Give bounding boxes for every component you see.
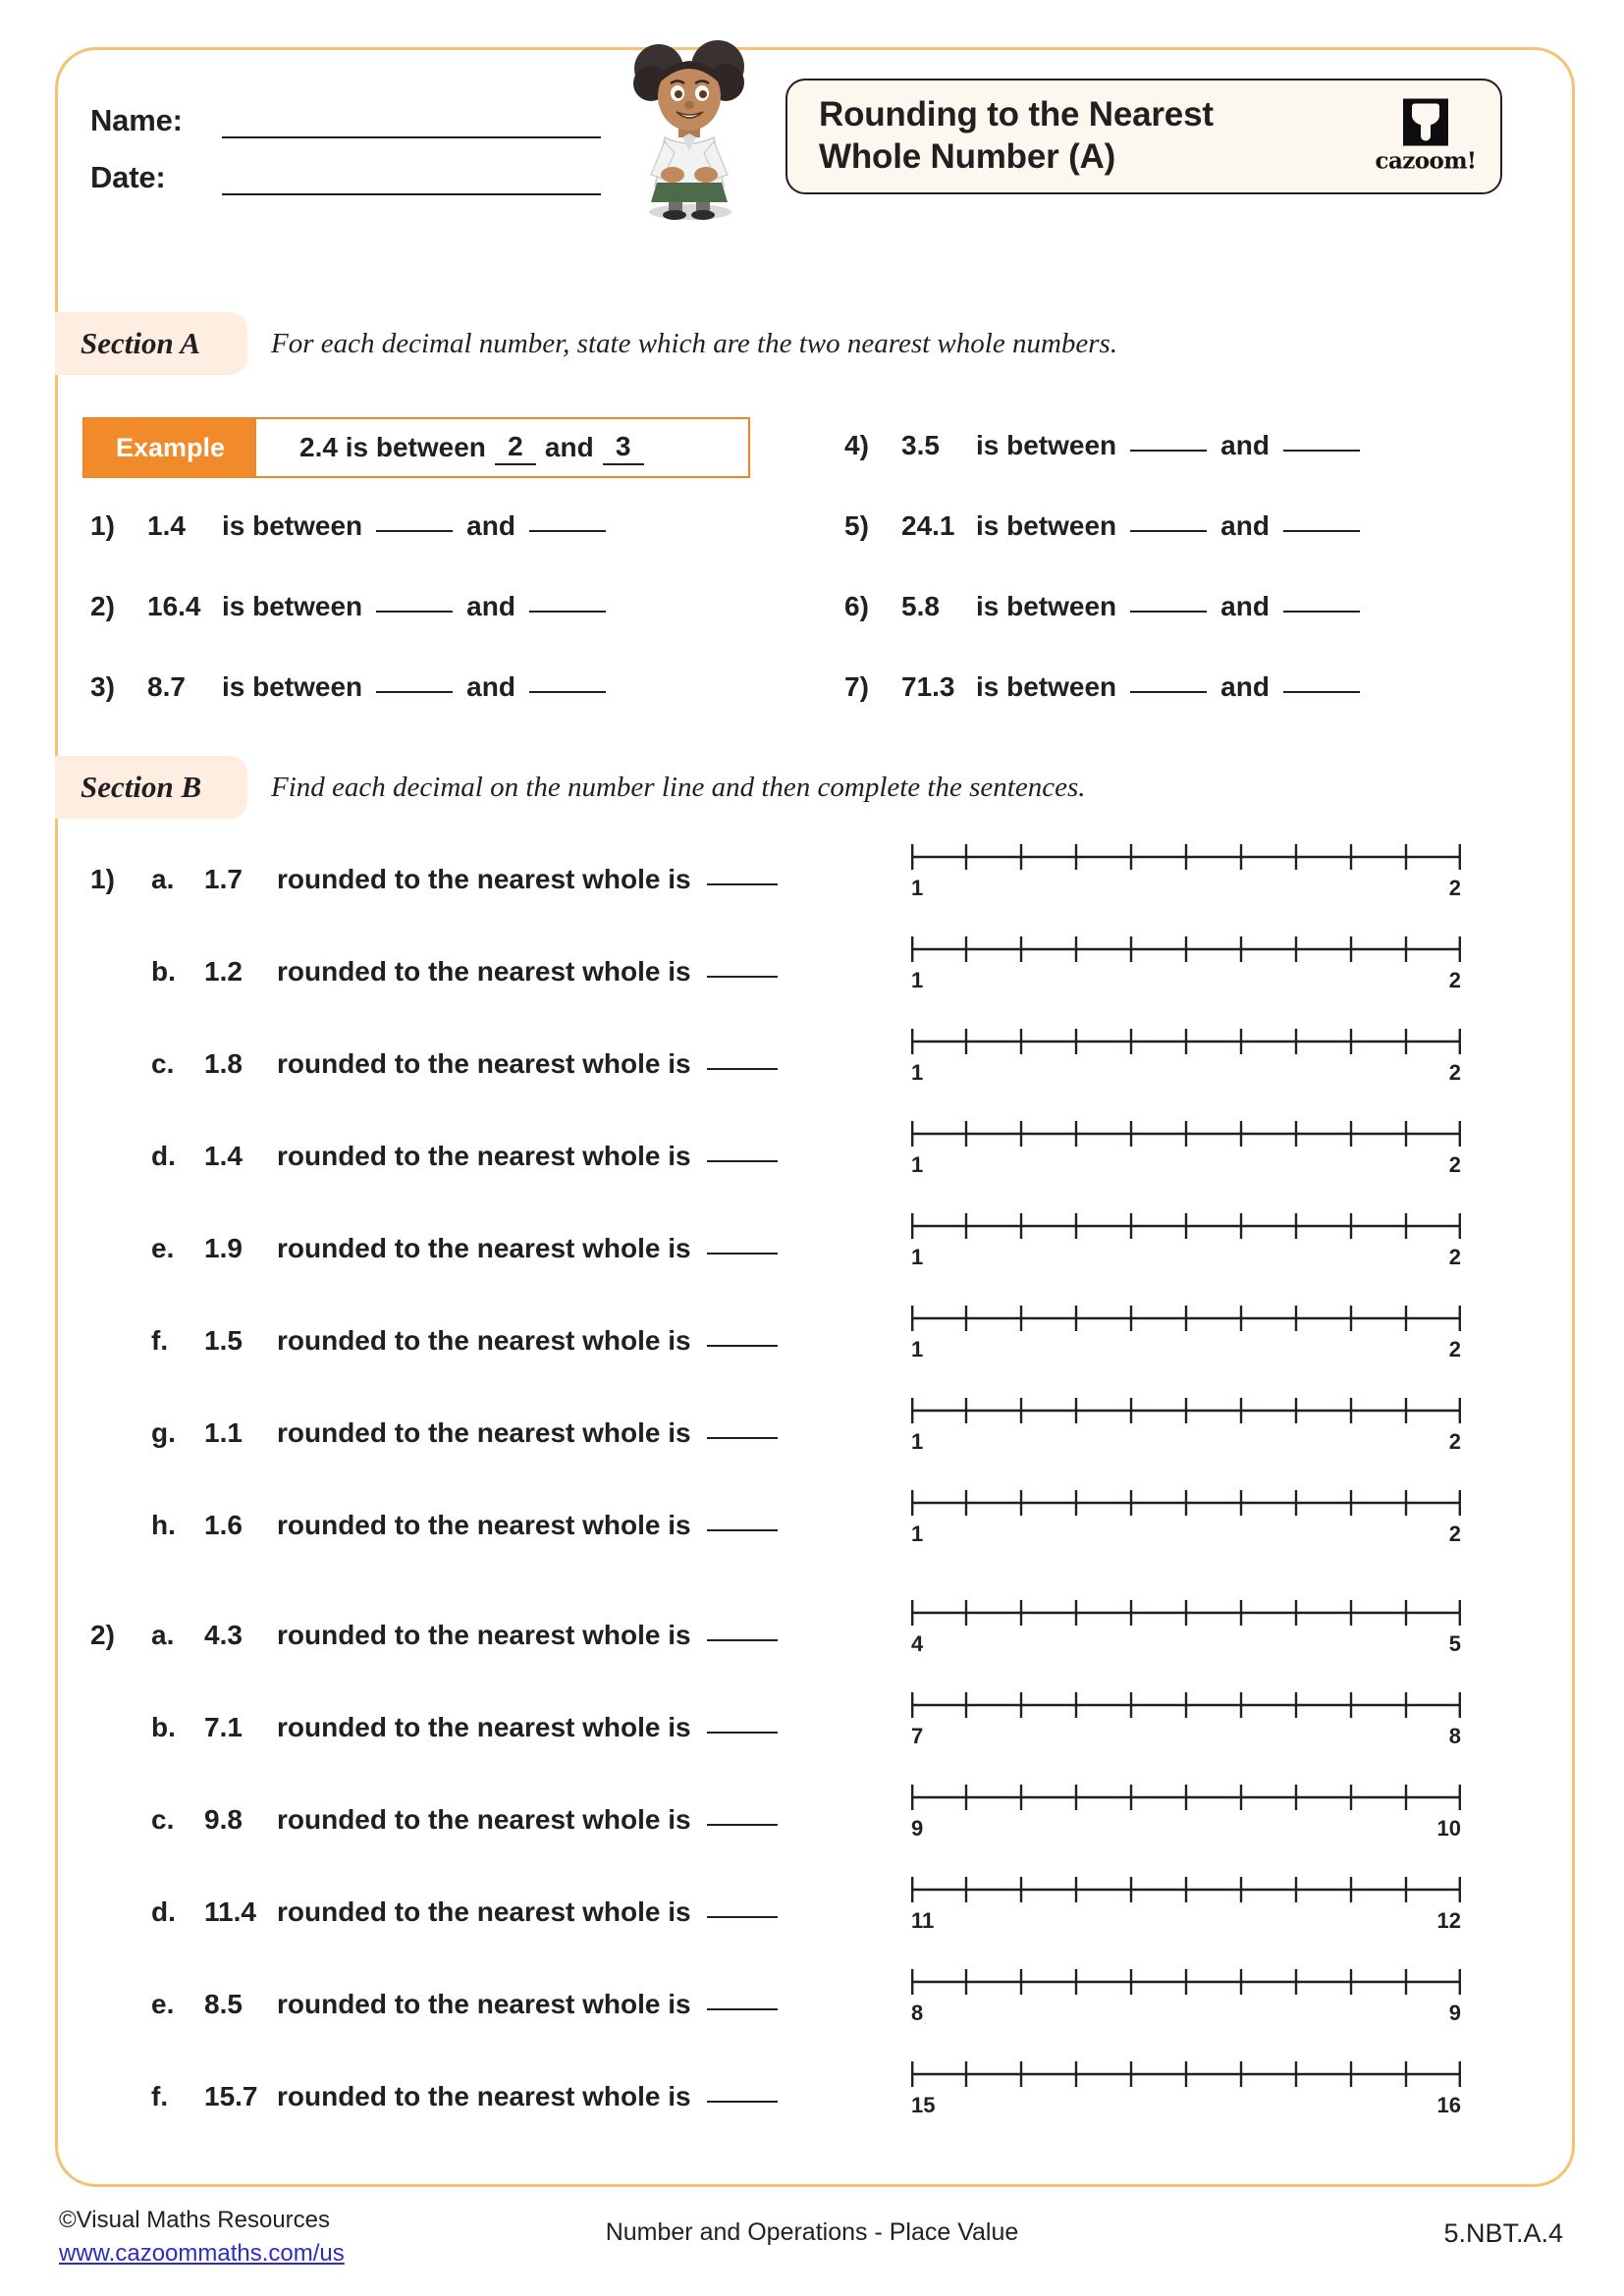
decimal-value: 4.3: [204, 1620, 243, 1650]
number-line-start-label: 1: [911, 968, 924, 992]
number-line-end-label: 2: [1448, 876, 1461, 900]
decimal-value: 7.1: [204, 1712, 243, 1742]
answer-blank[interactable]: [707, 1639, 778, 1641]
between-text: is between: [222, 671, 363, 702]
answer-blank-high[interactable]: [529, 530, 606, 532]
rounded-sentence-text: rounded to the nearest whole is: [277, 2081, 691, 2111]
number-line-end-label: 2: [1448, 1152, 1461, 1177]
and-text: and: [1220, 510, 1270, 541]
number-line-end-label: 2: [1448, 1337, 1461, 1362]
rounded-sentence-text: rounded to the nearest whole is: [277, 1048, 691, 1079]
name-date-block: [90, 103, 601, 217]
question-number: 6): [844, 591, 869, 621]
decimal-value: 8.5: [204, 1989, 243, 2019]
section-a-label: Section A: [81, 326, 201, 360]
between-text: is between: [976, 671, 1117, 702]
number-line-start-label: 8: [911, 2001, 924, 2025]
number-line: [911, 1485, 1461, 1550]
answer-blank[interactable]: [707, 1345, 778, 1347]
section-b-question-2-e: [90, 1989, 778, 2020]
answer-blank-high[interactable]: [529, 611, 606, 613]
section-b-question-1-d: [90, 1141, 778, 1172]
number-line: [911, 2056, 1461, 2121]
section-b-question-2-f: [90, 2081, 778, 2112]
question-number: 7): [844, 671, 869, 702]
answer-blank[interactable]: [707, 1824, 778, 1826]
answer-blank[interactable]: [707, 2101, 778, 2103]
item-letter: e.: [151, 1233, 175, 1263]
number-line: [911, 839, 1461, 904]
answer-blank[interactable]: [707, 1437, 778, 1439]
question-value: 5.8: [901, 591, 940, 621]
item-letter: h.: [151, 1510, 176, 1540]
answer-blank[interactable]: [707, 1160, 778, 1162]
student-mascot-illustration: [604, 39, 776, 221]
decimal-value: 1.4: [204, 1141, 243, 1171]
footer-website-link[interactable]: www.cazoommaths.com/us: [59, 2240, 345, 2267]
rounded-sentence-text: rounded to the nearest whole is: [277, 864, 691, 894]
item-letter: d.: [151, 1141, 176, 1171]
question-value: 24.1: [901, 510, 955, 541]
section-a-pill: [55, 312, 247, 375]
question-number: 4): [844, 430, 869, 460]
number-line-start-label: 1: [911, 1522, 924, 1546]
number-line-end-label: 10: [1436, 1816, 1461, 1841]
item-letter: b.: [151, 1712, 176, 1742]
number-line-start-label: 9: [911, 1816, 924, 1841]
answer-blank-high[interactable]: [1283, 691, 1360, 693]
section-b-question-1-b: [90, 956, 778, 988]
and-text: and: [466, 591, 515, 621]
decimal-value: 1.6: [204, 1510, 243, 1540]
section-b-question-1-e: [90, 1233, 778, 1264]
number-line-start-label: 1: [911, 1245, 924, 1269]
name-input-line[interactable]: [222, 109, 601, 138]
decimal-value: 1.7: [204, 864, 243, 894]
section-b-instruction: Find each decimal on the number line and then complete the sentences.: [271, 771, 1086, 803]
rounded-sentence-text: rounded to the nearest whole is: [277, 1896, 691, 1927]
item-letter: c.: [151, 1048, 175, 1079]
section-a-question-3: [90, 671, 620, 703]
number-line-start-label: 7: [911, 1724, 924, 1748]
number-line: [911, 1116, 1461, 1181]
name-row: [90, 103, 601, 138]
number-line-start-label: 11: [911, 1908, 935, 1933]
decimal-value: 9.8: [204, 1804, 243, 1835]
section-a-question-1: [90, 510, 620, 542]
answer-blank-high[interactable]: [1283, 450, 1360, 452]
section-a-instruction: For each decimal number, state which are the two nearest whole numbers.: [271, 327, 1118, 359]
section-b-pill: [55, 756, 247, 819]
rounded-sentence-text: rounded to the nearest whole is: [277, 1712, 691, 1742]
number-line-end-label: 2: [1448, 1522, 1461, 1546]
decimal-value: 1.9: [204, 1233, 243, 1263]
answer-blank[interactable]: [707, 976, 778, 978]
answer-blank[interactable]: [707, 883, 778, 885]
question-number: 5): [844, 510, 869, 541]
rounded-sentence-text: rounded to the nearest whole is: [277, 1989, 691, 2019]
number-line: [911, 1024, 1461, 1089]
and-text: and: [1220, 671, 1270, 702]
between-text: is between: [976, 591, 1117, 621]
rounded-sentence-text: rounded to the nearest whole is: [277, 956, 691, 987]
cazoom-wordmark: cazoom!: [1375, 147, 1477, 175]
section-a-question-6: [844, 591, 1374, 622]
page-footer: [0, 2201, 1624, 2295]
number-line-start-label: 1: [911, 1337, 924, 1362]
rounded-sentence-text: rounded to the nearest whole is: [277, 1325, 691, 1356]
number-line-end-label: 8: [1448, 1724, 1461, 1748]
worksheet-title-box: [785, 79, 1502, 194]
section-a-question-5: [844, 510, 1374, 542]
answer-blank-high[interactable]: [1283, 611, 1360, 613]
section-a-question-4: [844, 430, 1374, 461]
number-line: [911, 1208, 1461, 1273]
number-line: [911, 1780, 1461, 1844]
section-b-label: Section B: [81, 770, 202, 804]
example-tag: Example: [84, 419, 256, 476]
decimal-value: 15.7: [204, 2081, 258, 2111]
section-a-header: [55, 312, 1117, 375]
group-number: 1): [90, 864, 115, 894]
number-line-start-label: 1: [911, 1429, 924, 1454]
section-b-question-2-c: [90, 1804, 778, 1836]
example-answer-high: 3: [603, 431, 644, 465]
decimal-value: 1.1: [204, 1417, 243, 1448]
item-letter: f.: [151, 2081, 169, 2111]
number-line-end-label: 2: [1448, 1245, 1461, 1269]
number-line-end-label: 2: [1448, 968, 1461, 992]
example-and-text: and: [544, 432, 594, 462]
number-line: [911, 1687, 1461, 1752]
section-a-question-7: [844, 671, 1374, 703]
number-line: [911, 1393, 1461, 1458]
section-b-question-1-a: [90, 864, 778, 895]
decimal-value: 1.2: [204, 956, 243, 987]
section-b-question-1-g: [90, 1417, 778, 1449]
number-line-end-label: 2: [1448, 1429, 1461, 1454]
number-line: [911, 932, 1461, 996]
and-text: and: [1220, 591, 1270, 621]
and-text: and: [466, 510, 515, 541]
answer-blank[interactable]: [707, 1529, 778, 1531]
section-a-question-2: [90, 591, 620, 622]
date-label: Date:: [90, 160, 166, 194]
cazoom-logo: [1373, 99, 1479, 175]
name-label: Name:: [90, 103, 183, 137]
answer-blank-high[interactable]: [529, 691, 606, 693]
answer-blank-low[interactable]: [376, 691, 453, 693]
answer-blank-low[interactable]: [1130, 611, 1207, 613]
answer-blank-low[interactable]: [376, 611, 453, 613]
item-letter: b.: [151, 956, 176, 987]
answer-blank-low[interactable]: [1130, 530, 1207, 532]
date-input-line[interactable]: [222, 166, 601, 195]
page-title: [819, 94, 1329, 178]
number-line: [911, 1872, 1461, 1937]
answer-blank-low[interactable]: [1130, 691, 1207, 693]
rounded-sentence-text: rounded to the nearest whole is: [277, 1804, 691, 1835]
section-b-question-1-c: [90, 1048, 778, 1080]
number-line-start-label: 1: [911, 876, 924, 900]
number-line-end-label: 16: [1436, 2093, 1461, 2117]
question-value: 1.4: [147, 510, 186, 541]
item-letter: a.: [151, 1620, 175, 1650]
item-letter: c.: [151, 1804, 175, 1835]
between-text: is between: [976, 430, 1117, 460]
rounded-sentence-text: rounded to the nearest whole is: [277, 1141, 691, 1171]
question-number: 2): [90, 591, 115, 621]
decimal-value: 1.8: [204, 1048, 243, 1079]
and-text: and: [1220, 430, 1270, 460]
date-row: [90, 160, 601, 195]
number-line-start-label: 1: [911, 1152, 924, 1177]
title-line-1: Rounding to the Nearest: [819, 95, 1214, 134]
footer-topic: Number and Operations - Place Value: [605, 2218, 1019, 2246]
number-line: [911, 1301, 1461, 1365]
number-line-end-label: 12: [1436, 1908, 1461, 1933]
number-line-start-label: 15: [911, 2093, 936, 2117]
rounded-sentence-text: rounded to the nearest whole is: [277, 1510, 691, 1540]
question-value: 71.3: [901, 671, 955, 702]
answer-blank[interactable]: [707, 1068, 778, 1070]
group-number: 2): [90, 1620, 115, 1650]
example-between-text: is between: [345, 432, 486, 462]
item-letter: d.: [151, 1896, 176, 1927]
section-b-question-2-d: [90, 1896, 778, 1928]
answer-blank-low[interactable]: [1130, 450, 1207, 452]
answer-blank-low[interactable]: [376, 530, 453, 532]
rounded-sentence-text: rounded to the nearest whole is: [277, 1417, 691, 1448]
question-value: 8.7: [147, 671, 186, 702]
between-text: is between: [222, 591, 363, 621]
item-letter: g.: [151, 1417, 176, 1448]
number-line: [911, 1964, 1461, 2029]
number-line-start-label: 1: [911, 1060, 924, 1085]
question-value: 3.5: [901, 430, 940, 460]
footer-standard-code: 5.NBT.A.4: [1443, 2218, 1563, 2248]
answer-blank[interactable]: [707, 1916, 778, 1918]
between-text: is between: [222, 510, 363, 541]
example-answer-low: 2: [495, 431, 536, 465]
example-box: [82, 417, 750, 478]
cazoom-glyph-icon: [1403, 99, 1448, 146]
number-line-start-label: 4: [911, 1631, 924, 1656]
title-line-2: Whole Number (A): [819, 137, 1116, 176]
answer-blank-high[interactable]: [1283, 530, 1360, 532]
number-line: [911, 1595, 1461, 1660]
rounded-sentence-text: rounded to the nearest whole is: [277, 1620, 691, 1650]
answer-blank[interactable]: [707, 1732, 778, 1734]
decimal-value: 11.4: [204, 1896, 256, 1927]
section-b-question-1-f: [90, 1325, 778, 1357]
section-b-question-2-b: [90, 1712, 778, 1743]
section-b-question-2-a: [90, 1620, 778, 1651]
question-number: 1): [90, 510, 115, 541]
question-value: 16.4: [147, 591, 201, 621]
question-number: 3): [90, 671, 115, 702]
footer-copyright: ©Visual Maths Resources: [59, 2207, 331, 2233]
section-b-question-1-h: [90, 1510, 778, 1541]
decimal-value: 1.5: [204, 1325, 243, 1356]
item-letter: a.: [151, 864, 175, 894]
answer-blank[interactable]: [707, 1253, 778, 1255]
answer-blank[interactable]: [707, 2008, 778, 2010]
item-letter: f.: [151, 1325, 169, 1356]
item-letter: e.: [151, 1989, 175, 2019]
rounded-sentence-text: rounded to the nearest whole is: [277, 1233, 691, 1263]
section-b-header: [55, 756, 1085, 819]
number-line-end-label: 9: [1448, 2001, 1461, 2025]
example-statement: [256, 419, 748, 476]
number-line-end-label: 5: [1448, 1631, 1461, 1656]
number-line-end-label: 2: [1448, 1060, 1461, 1085]
example-value: 2.4: [299, 432, 338, 462]
and-text: and: [466, 671, 515, 702]
between-text: is between: [976, 510, 1117, 541]
